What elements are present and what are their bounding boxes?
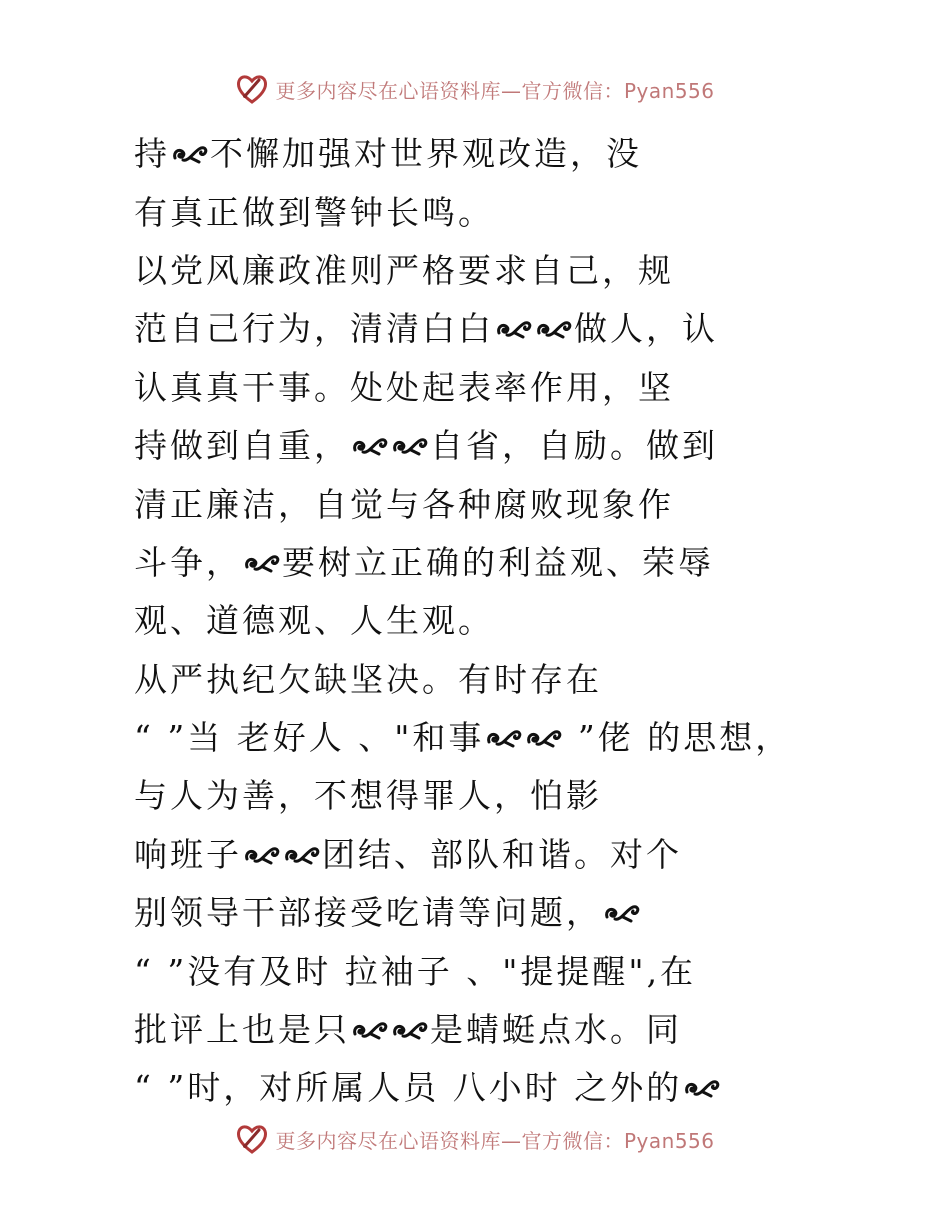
text-segment: 团结、部队和谐。对个 — [322, 834, 682, 874]
text-segment: 响班子 — [134, 834, 242, 874]
text-segment: 别领导干部接受吃请等问题， — [134, 893, 602, 933]
text-line — [134, 475, 934, 533]
scroll-ornament-icon — [391, 434, 429, 458]
text-line — [134, 1059, 934, 1117]
text-segment: “ ”没有及时 拉袖子 、"提提醒",在 — [134, 951, 697, 991]
text-line — [134, 826, 934, 884]
text-segment: 与人为善，不想得罪人，怕影 — [134, 776, 602, 816]
text-line — [134, 300, 934, 358]
text-line — [134, 884, 934, 942]
text-line — [134, 942, 934, 1000]
scroll-ornament-icon — [603, 901, 641, 925]
text-line — [134, 1001, 934, 1059]
header-watermark — [0, 72, 950, 106]
watermark-text: 更多内容尽在心语资料库—官方微信：Pyan556 — [275, 1128, 715, 1153]
text-line — [134, 534, 934, 592]
text-segment: 要树立正确的利益观、荣辱 — [282, 542, 714, 582]
scroll-ornament-icon — [391, 1018, 429, 1042]
text-segment: 自省，自励。做到 — [430, 426, 718, 466]
text-segment: 批评上也是只 — [134, 1010, 350, 1050]
text-segment: 是蜻蜓点水。同 — [430, 1010, 682, 1050]
text-line — [134, 592, 934, 650]
text-line — [134, 417, 934, 475]
scroll-ornament-icon — [243, 843, 281, 867]
watermark-wechat-id: Pyan556 — [623, 1128, 715, 1153]
text-segment: “ ”当 老好人 、"和事 — [134, 718, 485, 758]
scroll-ornament-icon — [525, 726, 563, 750]
scroll-ornament-icon — [495, 317, 533, 341]
heart-pen-logo-icon — [235, 1122, 269, 1156]
text-segment: 做人，认 — [574, 309, 718, 349]
text-line — [134, 183, 934, 241]
watermark-text: 更多内容尽在心语资料库—官方微信：Pyan556 — [275, 78, 715, 103]
scroll-ornament-icon — [485, 726, 523, 750]
text-line — [134, 242, 934, 300]
scroll-ornament-icon — [243, 551, 281, 575]
text-segment: 斗争， — [134, 542, 242, 582]
text-segment: 观、道德观、人生观。 — [134, 601, 494, 641]
text-segment: 不懈加强对世界观改造，没 — [210, 134, 642, 174]
text-segment: ”佬 的思想， — [564, 718, 792, 758]
text-segment: 范自己行为，清清白白 — [134, 309, 494, 349]
text-segment: 清正廉洁，自觉与各种腐败现象作 — [134, 484, 674, 524]
text-segment: 持 — [134, 134, 170, 174]
heart-pen-logo-icon — [235, 72, 269, 106]
watermark-wechat-id: Pyan556 — [623, 78, 715, 103]
text-line — [134, 651, 934, 709]
footer-watermark — [0, 1122, 950, 1156]
text-line — [134, 709, 934, 767]
text-segment: “ ”时，对所属人员 八小时 之外的 — [134, 1068, 683, 1108]
scroll-ornament-icon — [351, 1018, 389, 1042]
text-line — [134, 359, 934, 417]
scroll-ornament-icon — [351, 434, 389, 458]
scroll-ornament-icon — [171, 142, 209, 166]
scroll-ornament-icon — [283, 843, 321, 867]
text-segment: 持做到自重， — [134, 426, 350, 466]
text-line — [134, 125, 934, 183]
document-body — [134, 125, 934, 1118]
text-segment: 有真正做到警钟长鸣。 — [134, 192, 494, 232]
scroll-ornament-icon — [683, 1076, 721, 1100]
text-segment: 从严执纪欠缺坚决。有时存在 — [134, 659, 602, 699]
scroll-ornament-icon — [535, 317, 573, 341]
text-segment: 以党风廉政准则严格要求自己，规 — [134, 250, 674, 290]
text-line — [134, 767, 934, 825]
text-segment: 认真真干事。处处起表率作用，坚 — [134, 367, 674, 407]
